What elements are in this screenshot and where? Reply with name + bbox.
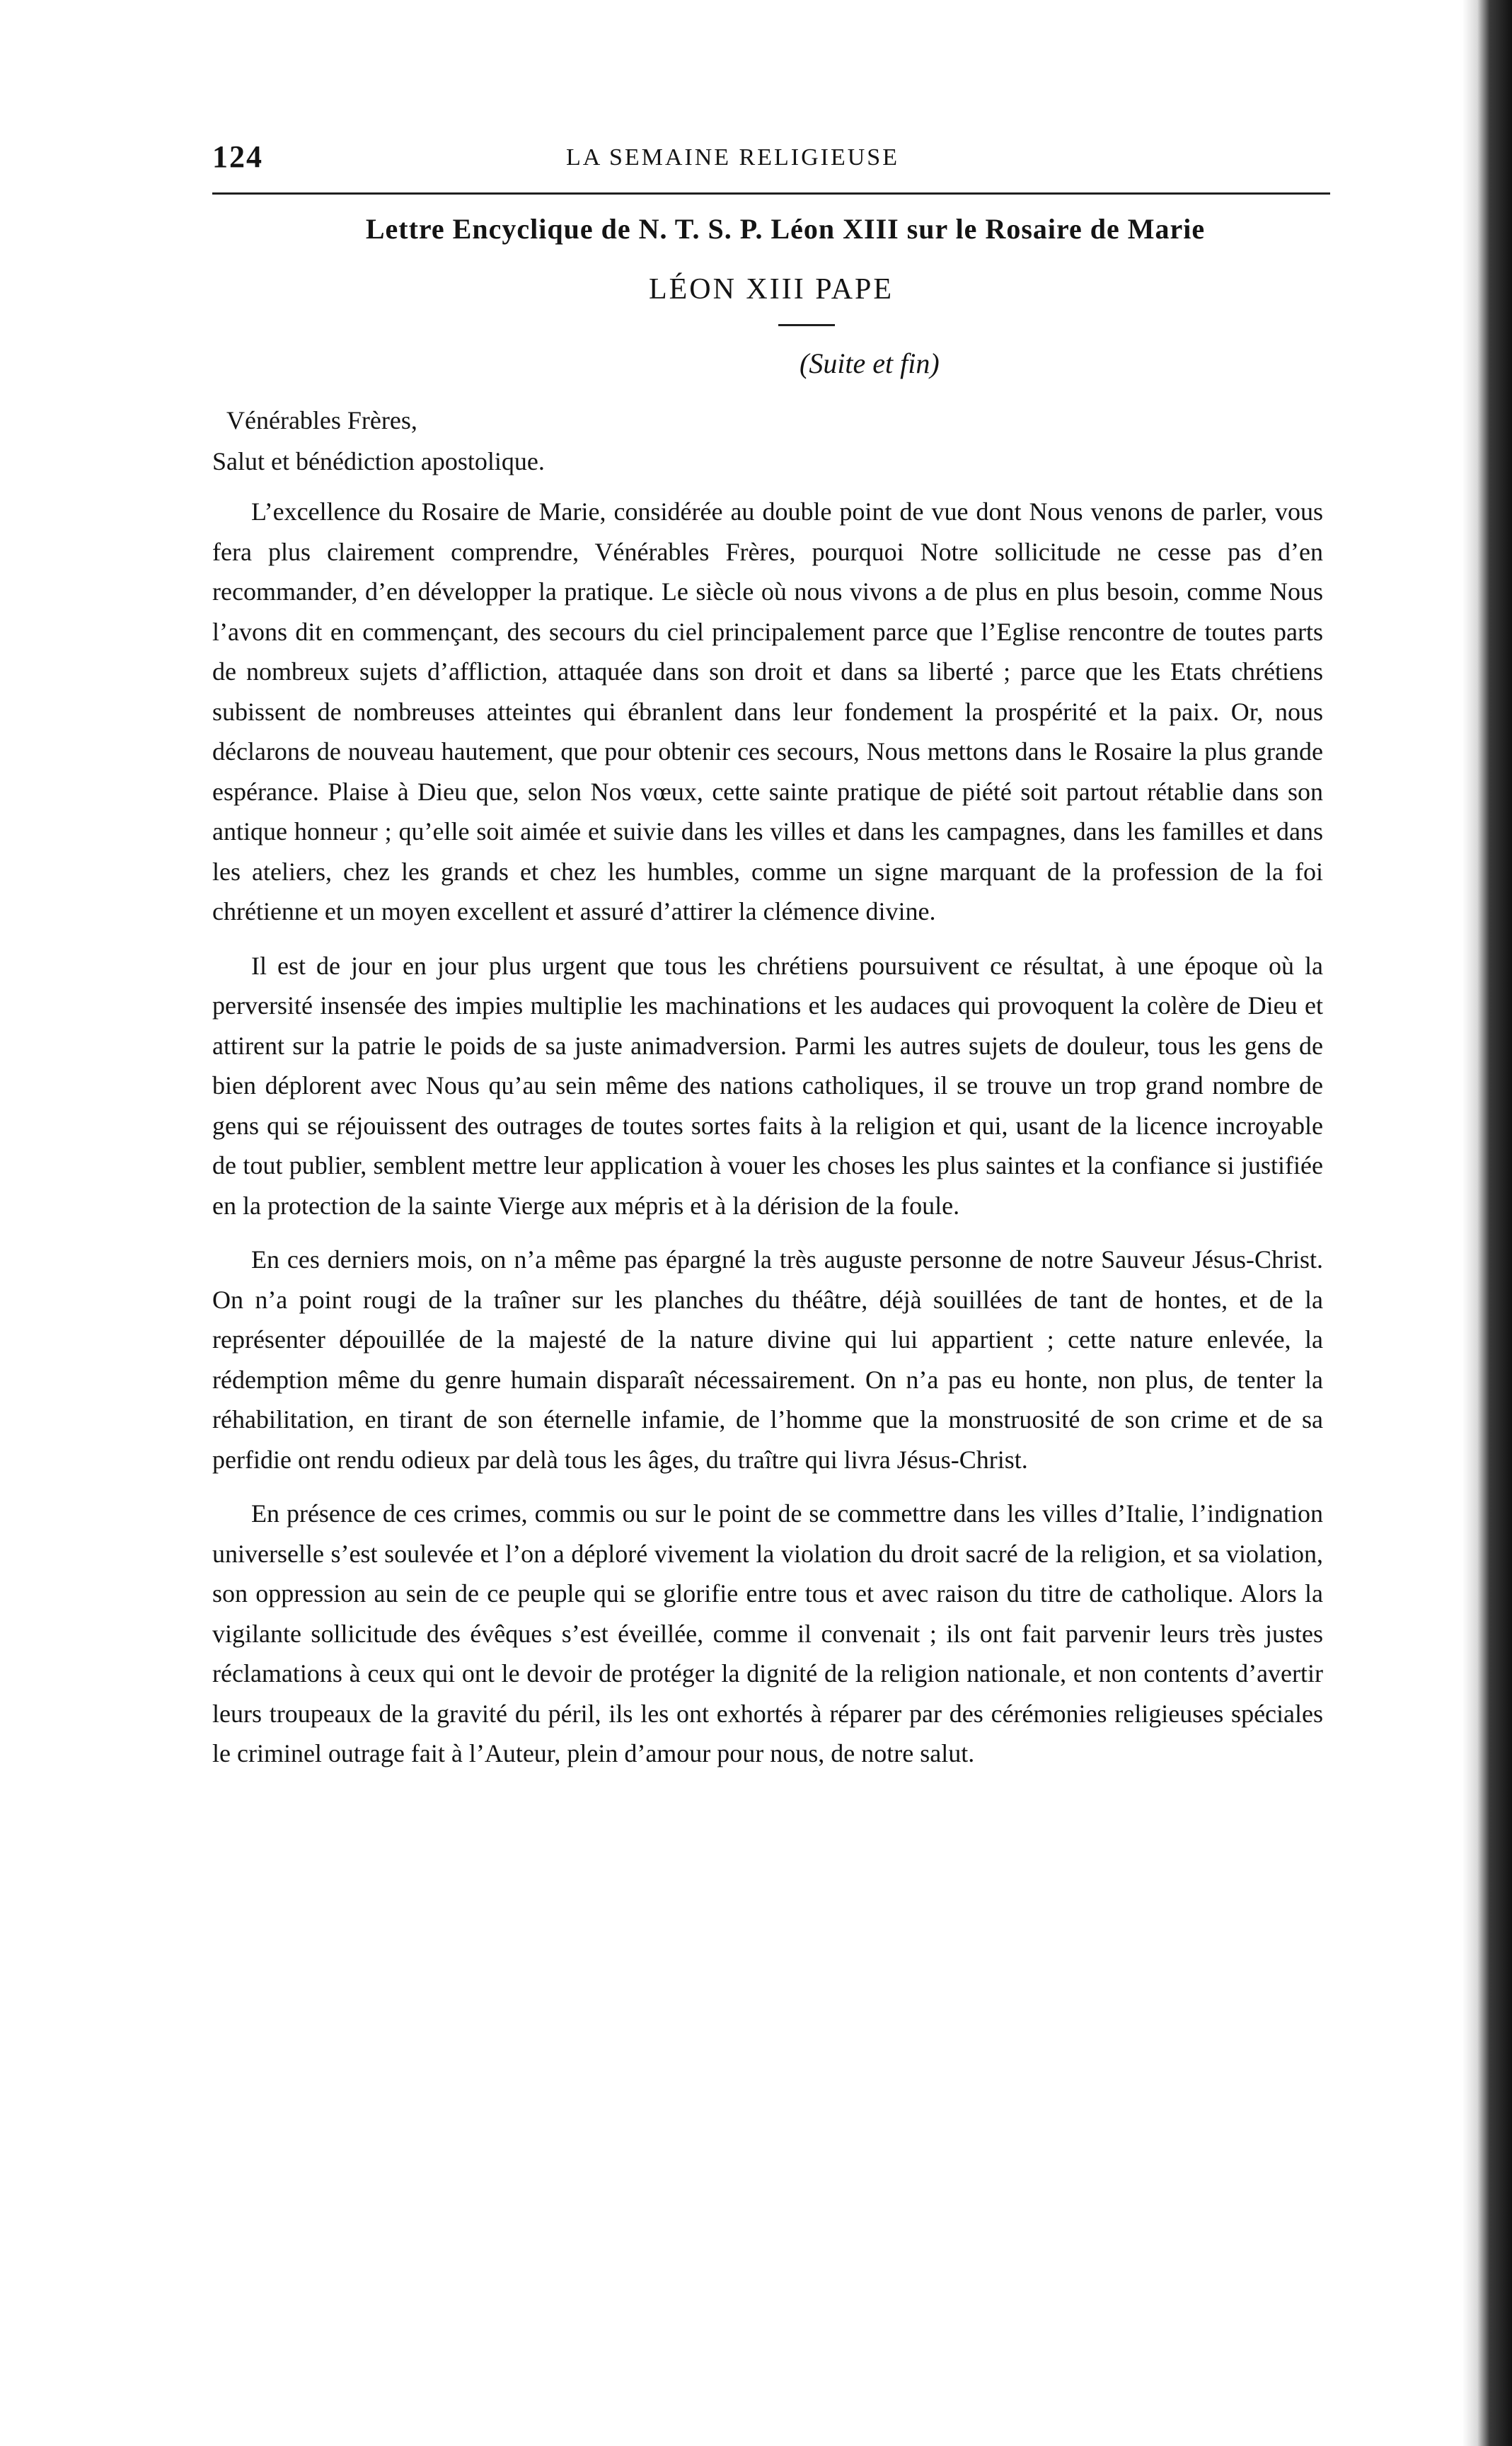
article-author: LÉON XIII PAPE — [648, 273, 894, 306]
continuation-note: (Suite et fin) — [800, 347, 940, 379]
salutation — [212, 400, 545, 482]
article-body — [212, 492, 1323, 1788]
scan-edge-shadow — [1462, 0, 1512, 2446]
paragraph: L’excellence du Rosaire de Marie, considérée au double point de vue dont Nous venons de parler, vous fera plus clairement comprendre, Vénérables Frères, pourquoi Notre sollicitude ne cesse pas d’en recommander, d’en développer la pratique. Le siècle où nous vivons a de plus en plus besoin, comme Nous l’avons dit en commençant, des secours du ciel principalement parce que l’Eglise rencontre de toutes parts de nombreux sujets d’affliction, attaquée dans son droit et dans sa liberté ; parce que les Etats chrétiens subissent de nombreuses atteintes qui ébranlent dans leur fondement la prospérité et la paix. Or, nous déclarons de nouveau hautement, que pour obtenir ces secours, Nous mettons dans le Rosaire la plus grande espérance. Plaise à Dieu que, selon Nos vœux, cette sainte pratique de piété soit partout rétablie dans son antique honneur ; qu’elle soit aimée et suivie dans les villes et dans les campagnes, dans les familles et dans les ateliers, chez les grands et chez les humbles, comme un signe marquant de la profession de la foi chrétienne et un moyen excellent et assuré d’attirer la clémence divine. — [212, 497, 1323, 925]
paragraph: En présence de ces crimes, commis ou sur le point de se commettre dans les villes d’Italie, l’indignation universelle s’est soulevée et l’on a déploré vivement la violation du droit sacré de la religion, et sa violation, son oppression au sein de ce peuple qui se glorifie entre tous et avec raison du titre de catholique. Alors la vigilante sollicitude des évêques s’est éveillée, comme il convenait ; ils ont fait parvenir leurs très justes réclamations à ceux qui ont le devoir de protéger la dignité de la religion nationale, et non contents d’avertir leurs troupeaux de la gravité du péril, ils les ont exhortés à réparer par des cérémonies religieuses spéciales le criminel outrage fait à l’Auteur, plein d’amour pour nous, de notre salut. — [212, 1499, 1323, 1767]
salutation-line-2: Salut et bénédiction apostolique. — [212, 447, 545, 475]
paragraph: Il est de jour en jour plus urgent que tous les chrétiens poursuivent ce résultat, à une époque où la perversité insensée des impies multiplie les machinations et les audaces qui provoquent la colère de Dieu et attirent sur la patrie le poids de sa juste animadversion. Parmi les autres sujets de douleur, tous les gens de bien déplorent avec Nous qu’au sein même des nations catholiques, il se trouve un trop grand nombre de gens qui se réjouissent des outrages de toutes sortes faits à la religion et qui, usant de la licence incroyable de tout publier, semblent mettre leur application à vouer les choses les plus saintes et la confiance si justifiée en la protection de la sainte Vierge aux mépris et à la dérision de la foule. — [212, 951, 1323, 1220]
running-title: LA SEMAINE RELIGIEUSE — [566, 144, 899, 171]
page-header — [212, 139, 1330, 181]
page-number: 124 — [212, 139, 263, 174]
salutation-line-1: Vénérables Frères, — [226, 406, 417, 434]
author-rule — [778, 324, 835, 326]
article-title: Lettre Encyclique de N. T. S. P. Léon XIII sur le Rosaire de Marie — [365, 213, 1206, 245]
header-rule — [212, 192, 1330, 195]
paragraph: En ces derniers mois, on n’a même pas épargné la très auguste personne de notre Sauveur Jésus-Christ. On n’a point rougi de la traîner sur les planches du théâtre, déjà souillées de tant de hontes, et de la représenter dépouillée de la majesté de la nature divine qui lui appartient ; cette nature enlevée, la rédemption même du genre humain disparaît nécessairement. On n’a pas eu honte, non plus, de tenter la réhabilitation, en tirant de son éternelle infamie, de l’homme que la monstruosité de son crime et de sa perfidie ont rendu odieux par delà tous les âges, du traître qui livra Jésus-Christ. — [212, 1245, 1323, 1474]
